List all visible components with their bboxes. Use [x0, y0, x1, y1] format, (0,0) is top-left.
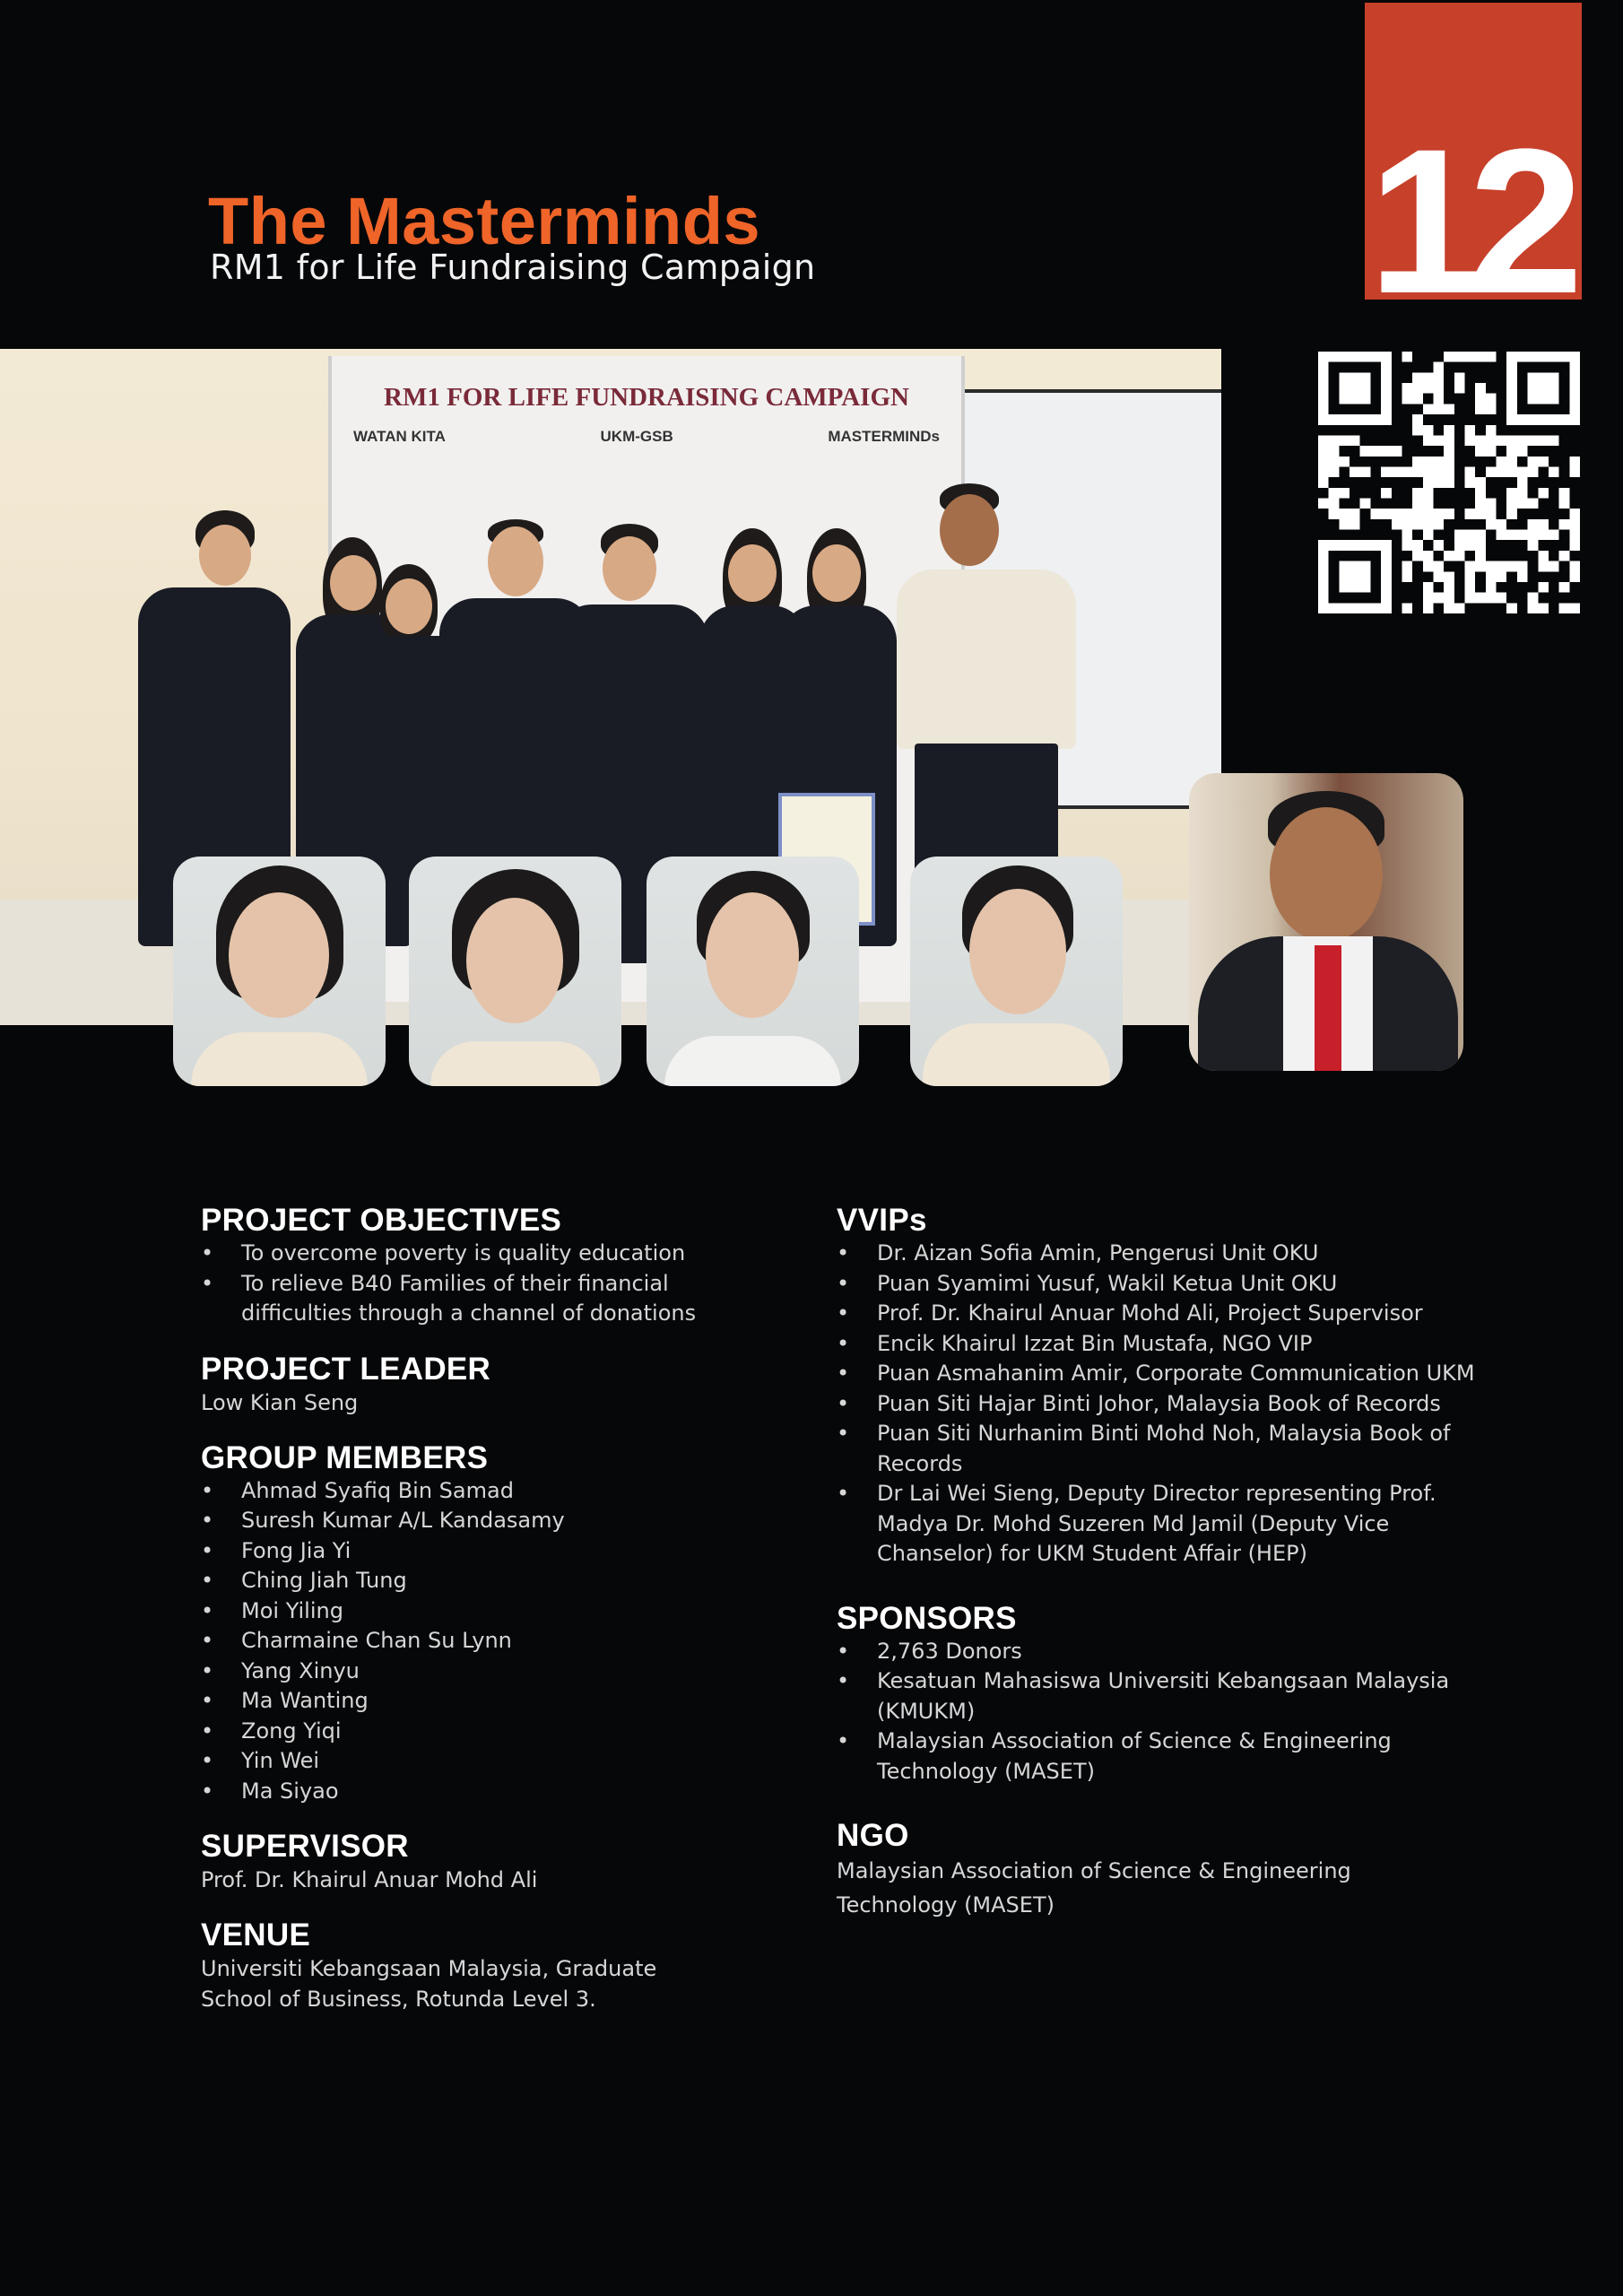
member-item: • Yin Wei: [201, 1746, 775, 1777]
logo-watan-kita: WATAN KITA: [353, 428, 446, 445]
sponsors-list: [837, 1637, 1482, 1787]
leader-name: Low Kian Seng: [201, 1389, 359, 1415]
vvip-item: • Puan Syamimi Yusuf, Wakil Ketua Unit OKU: [837, 1269, 1482, 1300]
members-list: [201, 1476, 775, 1807]
member-portrait: [173, 857, 386, 1086]
supervisor-name: Prof. Dr. Khairul Anuar Mohd Ali: [201, 1867, 538, 1892]
venue-section: [201, 1917, 703, 2014]
vvip-item: • Prof. Dr. Khairul Anuar Mohd Ali, Project Supervisor: [837, 1299, 1482, 1329]
supervisor-portrait: [1189, 773, 1463, 1071]
qr-code[interactable]: [1318, 352, 1580, 613]
backdrop-title: RM1 FOR LIFE FUNDRAISING CAMPAIGN: [384, 383, 909, 412]
member-portrait: [647, 857, 859, 1086]
member-item: • Ma Wanting: [201, 1686, 775, 1717]
member-item: • Fong Jia Yi: [201, 1536, 775, 1567]
vvip-item: • Dr Lai Wei Sieng, Deputy Director representing Prof. Madya Dr. Mohd Suzeren Md Jamil (Deputy Vice Chanselor) for UKM Student Affair (HEP): [837, 1479, 1482, 1570]
left-info-column: [201, 1202, 775, 2036]
member-item: • Ahmad Syafiq Bin Samad: [201, 1476, 775, 1507]
ngo-heading: NGO: [837, 1818, 909, 1853]
vvips-section: [837, 1202, 1482, 1570]
vvips-heading: VVIPs: [837, 1203, 927, 1238]
member-item: • Ma Siyao: [201, 1777, 775, 1807]
sponsors-section: [837, 1600, 1482, 1787]
backdrop-logo-row: [353, 428, 940, 446]
venue-heading: VENUE: [201, 1918, 311, 1952]
members-section: [201, 1439, 775, 1807]
vvip-item: • Encik Khairul Izzat Bin Mustafa, NGO VIP: [837, 1329, 1482, 1360]
logo-masterminds: MASTERMINDs: [828, 428, 940, 445]
objective-item: • To relieve B40 Families of their financial difficulties through a channel of donations: [201, 1269, 775, 1329]
sponsor-item: • 2,763 Donors: [837, 1637, 1482, 1667]
objectives-heading: PROJECT OBJECTIVES: [201, 1203, 562, 1238]
member-item: • Suresh Kumar A/L Kandasamy: [201, 1506, 775, 1536]
vvips-list: [837, 1239, 1482, 1570]
venue-text: Universiti Kebangsaan Malaysia, Graduate School of Business, Rotunda Level 3.: [201, 1956, 657, 2012]
project-number-badge: [1365, 3, 1582, 300]
right-info-column: [837, 1202, 1482, 1944]
sponsor-item: • Malaysian Association of Science & Engineering Technology (MASET): [837, 1726, 1482, 1787]
ngo-text: Malaysian Association of Science & Engineering Technology (MASET): [837, 1858, 1351, 1918]
ngo-section: [837, 1817, 1410, 1922]
members-heading: GROUP MEMBERS: [201, 1439, 489, 1475]
logo-ukm-gsb: UKM-GSB: [600, 428, 673, 445]
vvip-item: • Puan Siti Hajar Binti Johor, Malaysia Book of Records: [837, 1389, 1482, 1420]
member-portrait: [910, 857, 1123, 1086]
objectives-section: [201, 1202, 775, 1329]
member-item: • Charmaine Chan Su Lynn: [201, 1626, 775, 1657]
supervisor-heading: SUPERVISOR: [201, 1829, 409, 1864]
leader-heading: PROJECT LEADER: [201, 1351, 491, 1387]
member-portrait: [409, 857, 621, 1086]
member-item: • Yang Xinyu: [201, 1657, 775, 1687]
vvip-item: • Dr. Aizan Sofia Amin, Pengerusi Unit OKU: [837, 1239, 1482, 1269]
objectives-list: [201, 1239, 775, 1329]
project-subtitle: RM1 for Life Fundraising Campaign: [210, 248, 816, 287]
sponsor-item: • Kesatuan Mahasiswa Universiti Kebangsaan Malaysia (KMUKM): [837, 1666, 1482, 1726]
member-item: • Ching Jiah Tung: [201, 1566, 775, 1596]
member-item: • Moi Yiling: [201, 1596, 775, 1627]
objective-item: • To overcome poverty is quality education: [201, 1239, 775, 1269]
project-title: The Masterminds: [208, 184, 761, 258]
leader-section: [201, 1351, 775, 1418]
vvip-item: • Puan Siti Nurhanim Binti Mohd Noh, Malaysia Book of Records: [837, 1419, 1482, 1479]
vvip-item: • Puan Asmahanim Amir, Corporate Communication UKM: [837, 1359, 1482, 1389]
project-number: 12: [1368, 106, 1569, 300]
supervisor-section: [201, 1828, 775, 1895]
member-item: • Zong Yiqi: [201, 1717, 775, 1747]
sponsors-heading: SPONSORS: [837, 1600, 1017, 1636]
